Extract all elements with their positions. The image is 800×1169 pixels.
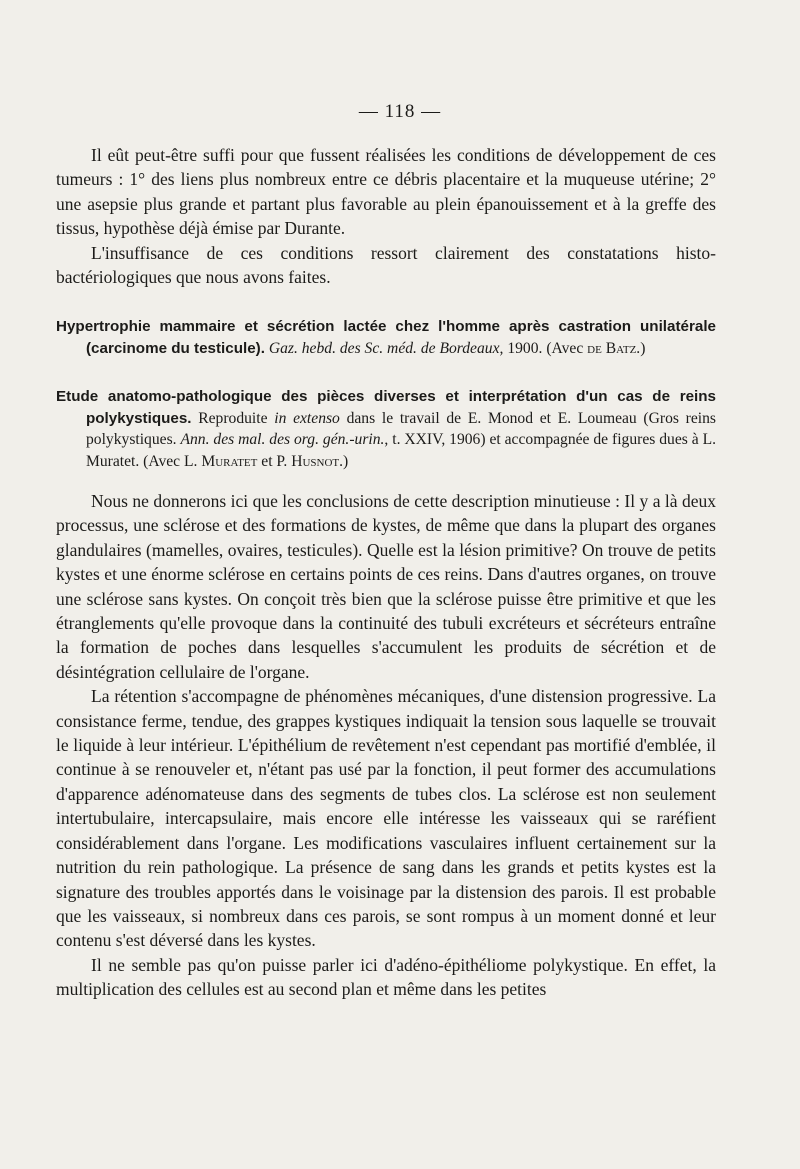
publication-1-year: 1900. <box>507 339 543 357</box>
publication-2-title: Etude anatomo-pathologique des pièces diverses et interprétation d'un cas de reins polykystiques. <box>56 388 716 427</box>
publication-2-coauthors-mid: et P. <box>261 452 288 470</box>
publication-2-reproduction-prefix: Reproduite <box>198 409 268 427</box>
publication-2-reproduction-rest: dans le travail de E. Monod et E. Loumeau (Gros reins polykystiques. <box>86 409 716 449</box>
publication-1-journal: Gaz. hebd. des Sc. méd. de Bordeaux, <box>268 339 504 357</box>
publication-1-coauthor: de Batz <box>587 339 637 357</box>
page-number: — 118 — <box>358 101 442 122</box>
discussion-paragraph-2: La rétention s'accompagne de phénomènes mécaniques, d'une distension progressive. La consistance ferme, tendue, des grappes kystiques indiquait la tension sous laquelle se trouvait le liquide à leur intérieur. L'épithélium de revêtement n'est cependant pas mortifié d'emblée, il continue à se renouveler et, n'étant pas usé par la fonction, il peut former des accumulations d'apparence adénomateuse dans des segments de tubes clos. La sclérose est non seulement intertubulaire, intercapsulaire, mais encore elle intéresse les vaisseaux qui se raréfient considérablement dans l'organe. Les modifications vasculaires influent certainement sur la nutrition du rein pathologique. La présence de sang dans les grands et petits kystes est la signature des troubles apportés dans le voisinage par la distension des parois. Il est probable que les vaisseaux, si nombreux dans ces parois, se sont rompus à un moment donné et leur contenu s'est déversé dans les kystes. <box>56 686 716 951</box>
publication-1-coauthors-prefix: (Avec <box>546 339 584 357</box>
discussion-paragraph-3: Il ne semble pas qu'on puisse parler ici d'adéno-épithéliome polykystique. En effet, la multiplication des cellules est au second plan et même dans les petites <box>56 954 716 1000</box>
intro-paragraph-1: Il eût peut-être suffi pour que fussent réalisées les conditions de développement de ces tumeurs : 1° des liens plus nombreux entre ce débris placentaire et la muqueuse utérine; 2° une asepsie plus grande et partant plus favorable au plein épanouissement et à la greffe des tissus, hypothèse déjà émise par Durante. <box>56 145 716 239</box>
publication-2-coauthor-2: Husnot <box>291 452 340 470</box>
publication-2-coauthor-1: Muratet <box>201 452 258 470</box>
publication-2-in-extenso: in extenso <box>274 409 340 427</box>
publication-1-coauthors-suffix: .) <box>636 339 646 357</box>
publication-2-coauthors-suffix: .) <box>339 452 349 470</box>
intro-section <box>56 143 716 289</box>
intro-paragraph-2: L'insuffisance de ces conditions ressort clairement des constatations histo-bactériologiques que nous avons faites. <box>56 242 716 288</box>
publication-2-coauthors-prefix: (Avec L. <box>143 452 198 470</box>
publication-entry-2 <box>56 386 716 472</box>
publication-entry-1 <box>56 316 716 359</box>
discussion-paragraph-1: Nous ne donnerons ici que les conclusions de cette description minutieuse : Il y a là deux processus, une sclérose et des formations de kystes, de même que dans la plupart des organes glandulaires (mamelles, ovaires, testicules). Quelle est la lésion primitive? On trouve de petits kystes et une énorme sclérose en certains points de ces reins. Dans d'autres organes, on trouve une sclérose sans kystes. On conçoit très bien que la sclérose puisse être primitive et que les étranglements qu'elle provoque dans la continuité des tubuli excréteurs et sécréteurs entraîne la formation de poches dans lesquelles s'accumulent les produits de sécrétion et de désintégration cellulaire de l'organe. <box>56 491 716 682</box>
publication-1-title: Hypertrophie mammaire et sécrétion lactée chez l'homme après castration unilatérale (carcinome du testicule). <box>56 318 716 357</box>
discussion-section <box>56 489 716 1002</box>
publication-2-volume: , t. XXIV, 1906) et accompagnée de figures dues à L. Muratet. <box>86 431 717 470</box>
publication-2-journal: Ann. des mal. des org. gén.-urin. <box>180 431 385 449</box>
